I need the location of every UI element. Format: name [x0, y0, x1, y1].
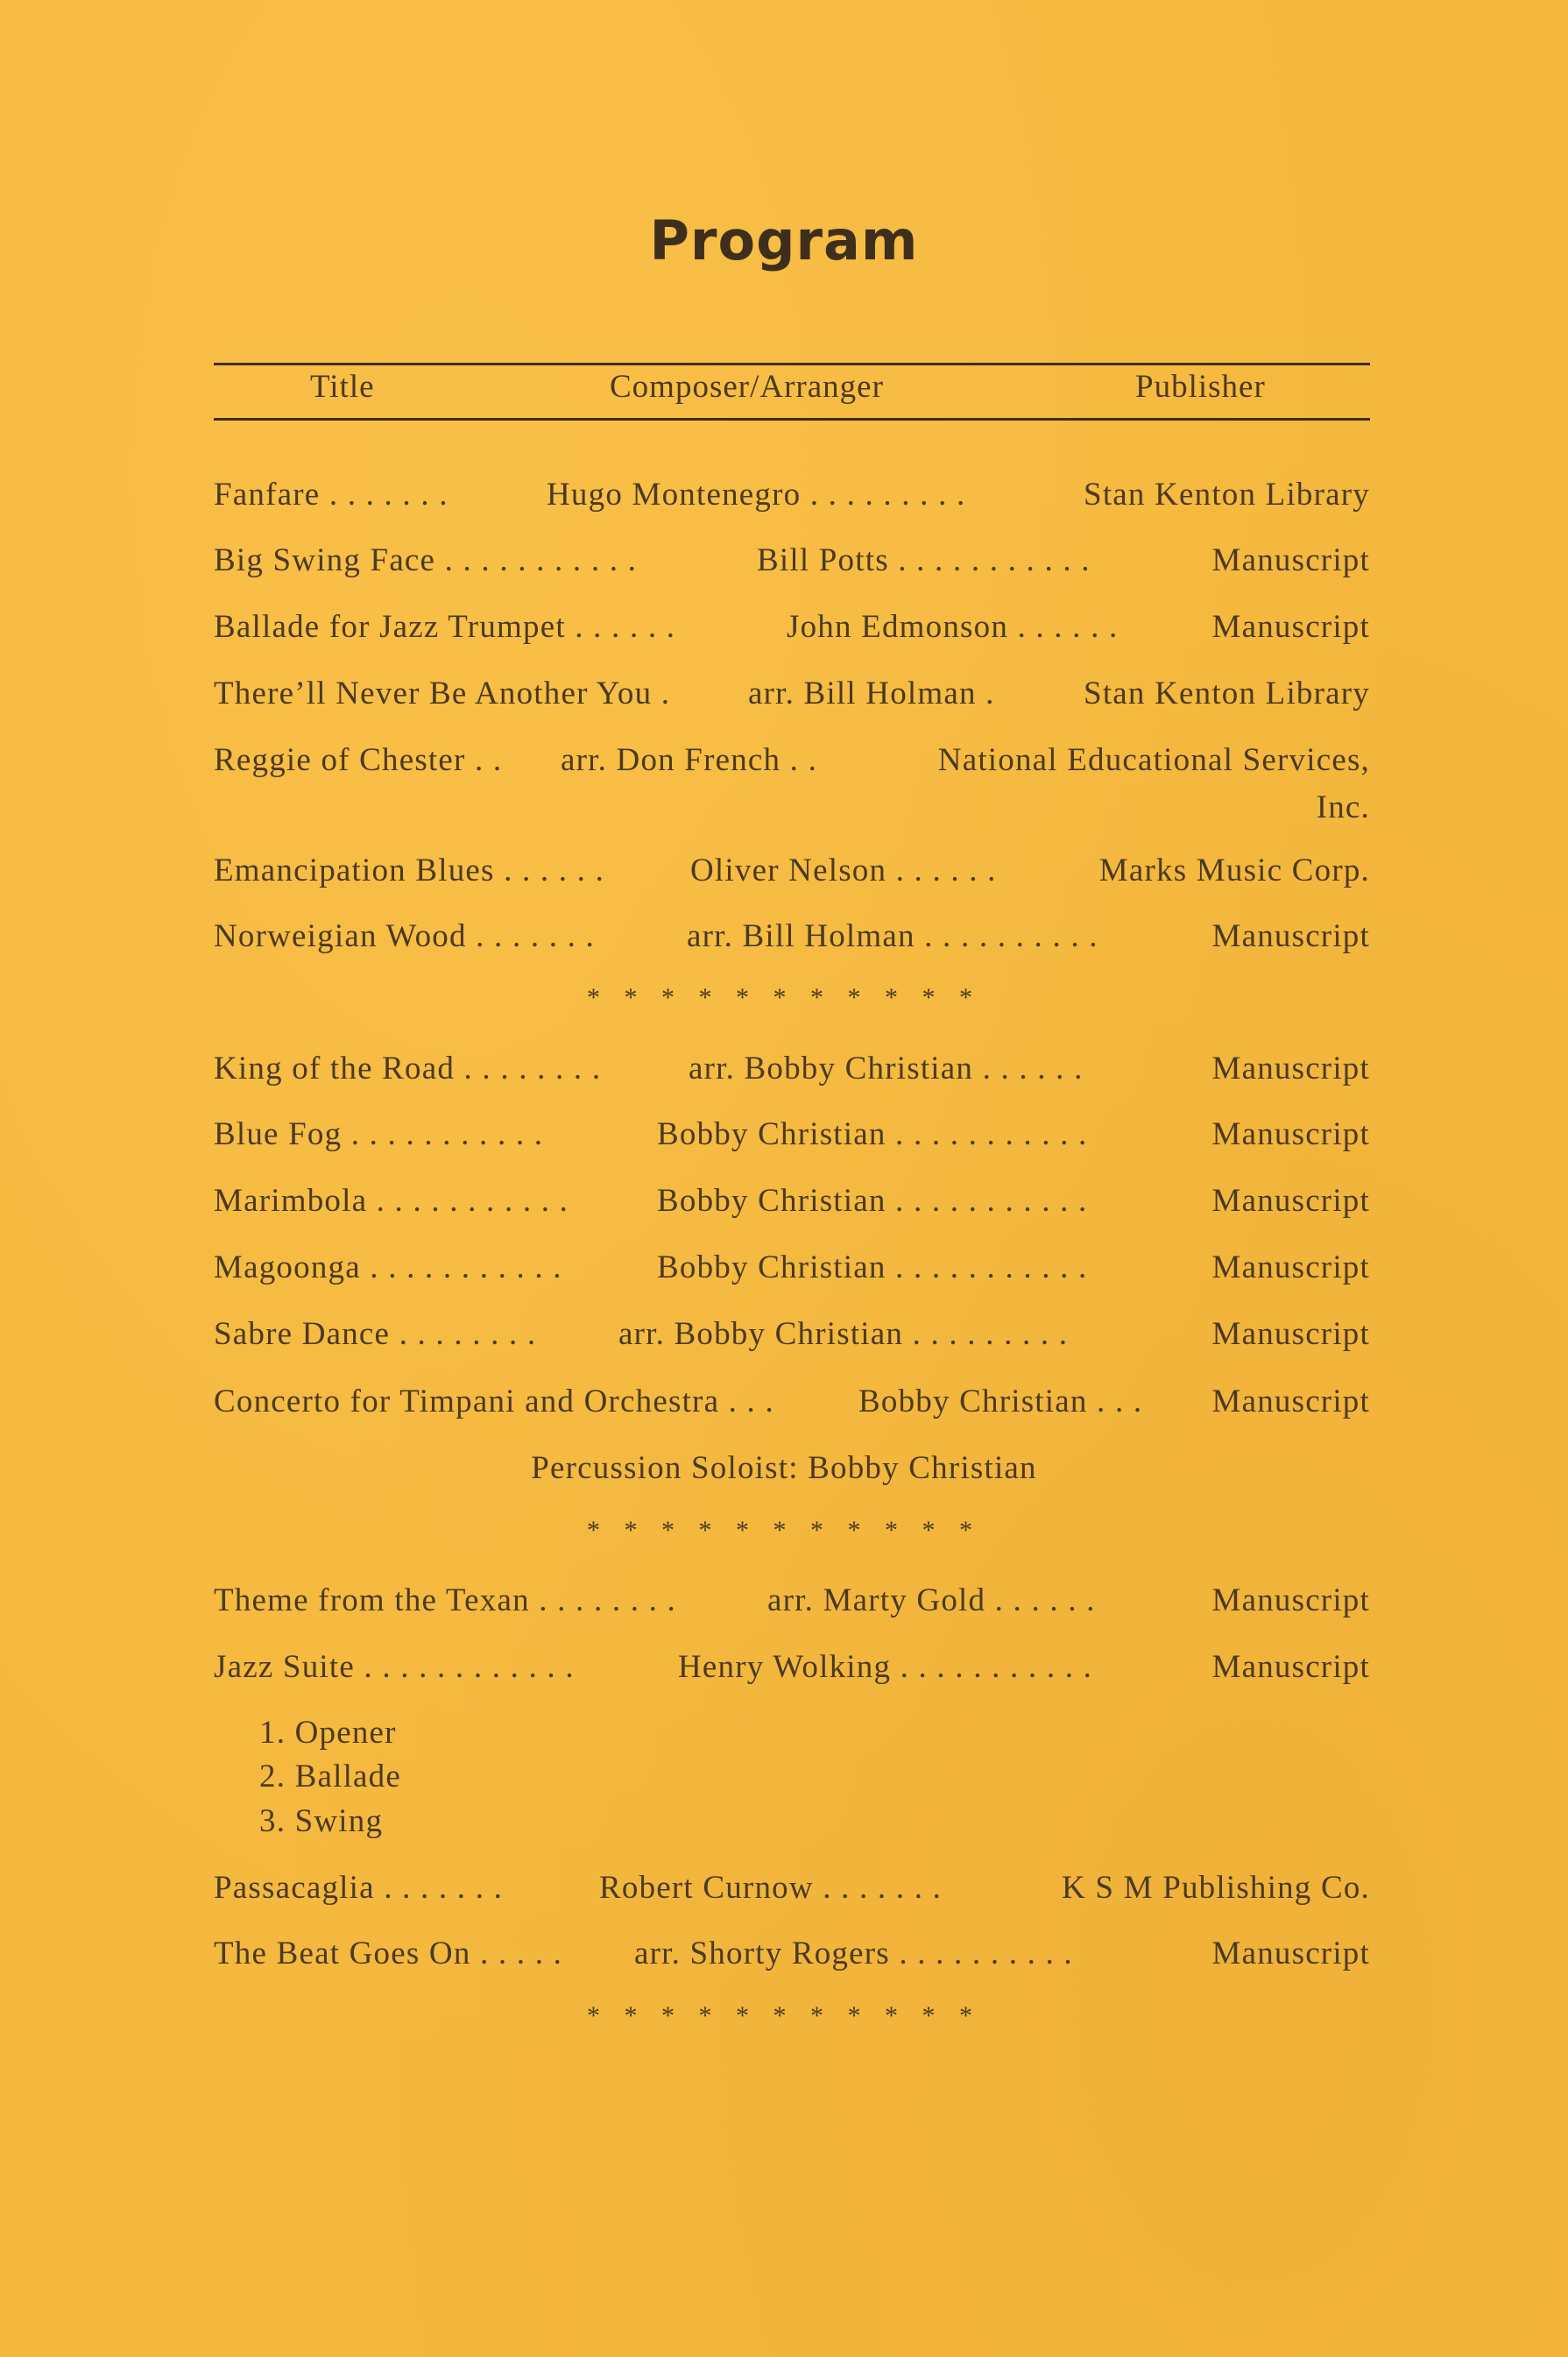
piece-publisher: Manuscript: [1211, 1249, 1370, 1285]
program-row: [214, 476, 1370, 523]
piece-publisher: Manuscript: [1211, 1582, 1370, 1618]
piece-title: Big Swing Face . . . . . . . . . . .: [214, 542, 638, 578]
piece-publisher: Marks Music Corp.: [1098, 853, 1370, 888]
piece-publisher: National Educational Services,: [937, 742, 1370, 778]
piece-publisher: K S M Publishing Co.: [1062, 1870, 1370, 1906]
piece-publisher: Manuscript: [1211, 1183, 1370, 1219]
piece-composer: arr. Don French . .: [561, 742, 818, 778]
piece-publisher: Stan Kenton Library: [1084, 477, 1370, 513]
piece-title: Sabre Dance . . . . . . . .: [214, 1316, 537, 1352]
piece-composer: Bobby Christian . . . . . . . . . . .: [657, 1116, 1088, 1152]
piece-title: Blue Fog . . . . . . . . . . .: [214, 1116, 544, 1152]
soloist-credit: Percussion Soloist: Bobby Christian: [531, 1450, 1037, 1486]
piece-publisher: Manuscript: [1211, 1936, 1370, 1971]
publisher-continuation: Inc.: [1316, 789, 1370, 825]
header-bottom-rule: [214, 418, 1370, 421]
program-row: [214, 1648, 1370, 1695]
program-row: [214, 1050, 1370, 1097]
program-row: [214, 1383, 1370, 1430]
piece-title: Jazz Suite . . . . . . . . . . . .: [214, 1649, 575, 1685]
program-row: [214, 1869, 1370, 1916]
piece-publisher: Manuscript: [1211, 542, 1370, 578]
piece-title: Emancipation Blues . . . . . .: [214, 853, 605, 888]
piece-title: King of the Road . . . . . . . .: [214, 1051, 602, 1086]
program-row: [214, 852, 1370, 899]
program-row: [214, 608, 1370, 655]
suite-movement: 2. Ballade: [259, 1759, 402, 1794]
program-row: [214, 1935, 1370, 1982]
program-row: [214, 1315, 1370, 1363]
piece-publisher: Manuscript: [1211, 1116, 1370, 1152]
piece-title: The Beat Goes On . . . . .: [214, 1936, 563, 1971]
piece-composer: arr. Bobby Christian . . . . . . . . .: [618, 1316, 1069, 1352]
piece-title: Ballade for Jazz Trumpet . . . . . .: [214, 609, 676, 645]
piece-composer: Bobby Christian . . .: [858, 1384, 1143, 1419]
piece-title: Passacaglia . . . . . . .: [214, 1870, 504, 1906]
program-row: [214, 675, 1370, 722]
piece-composer: Oliver Nelson . . . . . .: [690, 853, 997, 888]
header-composer: Composer/Arranger: [610, 369, 884, 405]
piece-composer: arr. Bobby Christian . . . . . .: [689, 1051, 1084, 1086]
piece-publisher: Manuscript: [1211, 1384, 1370, 1419]
piece-title: Reggie of Chester . .: [214, 742, 503, 778]
piece-publisher: Manuscript: [1211, 609, 1370, 645]
piece-title: Norweigian Wood . . . . . . .: [214, 918, 596, 954]
piece-composer: arr. Bill Holman . . . . . . . . . .: [687, 918, 1098, 954]
piece-composer: arr. Shorty Rogers . . . . . . . . . .: [634, 1936, 1073, 1971]
piece-publisher: Manuscript: [1211, 1649, 1370, 1685]
program-row: [214, 1115, 1370, 1163]
suite-movement: 1. Opener: [259, 1715, 397, 1751]
piece-title: Fanfare . . . . . . .: [214, 477, 449, 513]
section-divider: * * * * * * * * * * *: [587, 1516, 981, 1545]
piece-composer: Bobby Christian . . . . . . . . . . .: [657, 1249, 1088, 1285]
program-row: [214, 917, 1370, 965]
piece-composer: John Edmonson . . . . . .: [787, 609, 1119, 645]
piece-title: Magoonga . . . . . . . . . . .: [214, 1249, 562, 1285]
section-divider: * * * * * * * * * * *: [587, 983, 981, 1012]
piece-publisher: Manuscript: [1211, 1316, 1370, 1352]
piece-composer: Bill Potts . . . . . . . . . . .: [757, 542, 1091, 578]
piece-composer: Bobby Christian . . . . . . . . . . .: [657, 1183, 1088, 1219]
program-row: [214, 1182, 1370, 1229]
piece-publisher: Manuscript: [1211, 1051, 1370, 1086]
header-title: Title: [310, 369, 375, 405]
piece-composer: Henry Wolking . . . . . . . . . . .: [678, 1649, 1093, 1685]
suite-movement: 3. Swing: [259, 1803, 384, 1839]
piece-publisher: Manuscript: [1211, 918, 1370, 954]
piece-title: Concerto for Timpani and Orchestra . . .: [214, 1384, 774, 1419]
piece-composer: Robert Curnow . . . . . . .: [599, 1870, 943, 1906]
piece-title: Marimbola . . . . . . . . . . .: [214, 1183, 569, 1219]
piece-composer: arr. Bill Holman .: [748, 676, 995, 711]
piece-title: There’ll Never Be Another You .: [214, 676, 671, 711]
page-title: Program: [649, 209, 919, 273]
program-row: [214, 1582, 1370, 1629]
column-header-row: [214, 368, 1370, 412]
piece-composer: Hugo Montenegro . . . . . . . . .: [547, 477, 966, 513]
piece-title: Theme from the Texan . . . . . . . .: [214, 1582, 676, 1618]
program-row: [214, 741, 1370, 789]
header-top-rule: [214, 363, 1370, 365]
program-row: [214, 1249, 1370, 1296]
piece-publisher: Stan Kenton Library: [1084, 676, 1370, 711]
header-publisher: Publisher: [1135, 369, 1266, 405]
piece-composer: arr. Marty Gold . . . . . .: [767, 1582, 1096, 1618]
program-row: [214, 541, 1370, 589]
section-divider: * * * * * * * * * * *: [587, 2001, 981, 2030]
